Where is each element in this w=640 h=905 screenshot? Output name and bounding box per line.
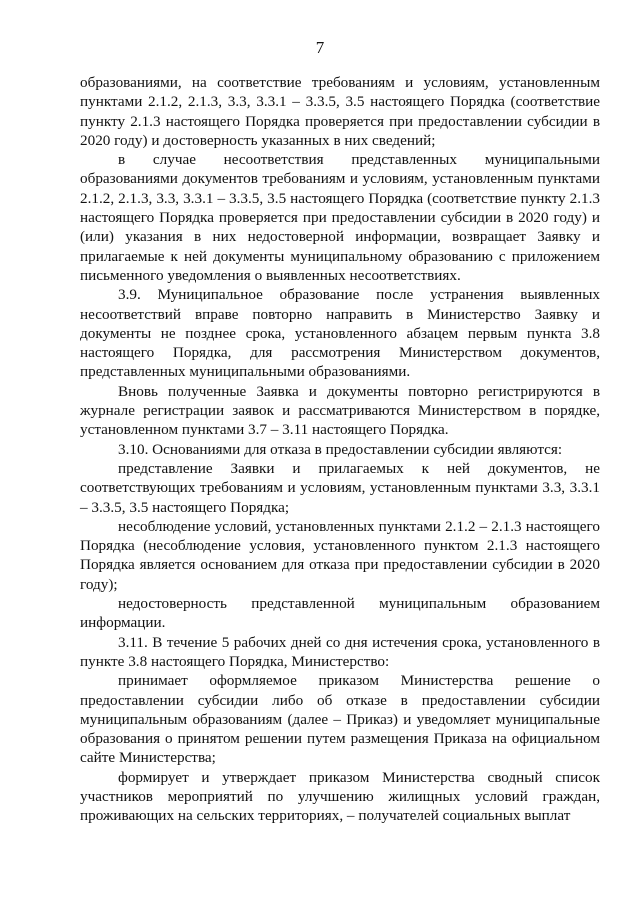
- paragraph-1: образованиями, на соответствие требованиям и условиям, установленным пунктами 2.1.2, 2.1.3, 3.3, 3.3.1 – 3.3.5, 3.5 настоящего Порядка (соответствие пункту 2.1.3 настоящего Порядка проверяется при предоставлении субсидии в 2020 году) и достоверность указанных в них сведений;: [80, 74, 600, 149]
- paragraph-11: формирует и утверждает приказом Министерства сводный список участников мероприятий по улучшению жилищных условий граждан, проживающих на сельских территориях, – получателей социальных выплат: [80, 768, 600, 825]
- paragraph-3-11: 3.11. В течение 5 рабочих дней со дня истечения срока, установленного в пункте 3.8 настоящего Порядка, Министерство:: [80, 633, 600, 670]
- document-body: [80, 73, 600, 826]
- paragraph-8: недостоверность представленной муниципальным образованием информации.: [80, 595, 600, 632]
- paragraph-3-10: 3.10. Основаниями для отказа в предоставлении субсидии являются:: [118, 440, 563, 458]
- paragraph-4: Вновь полученные Заявка и документы повторно регистрируются в журнале регистрации заявок и рассматриваются Министерством в порядке, установленном пунктами 3.7 – 3.11 настоящего Порядка.: [80, 382, 600, 439]
- paragraph-7: несоблюдение условий, установленных пунктами 2.1.2 – 2.1.3 настоящего Порядка (несоблюдение условия, установленного пунктом 2.1.3 настоящего Порядка является основанием для отказа при предоставлении субсидии в 2020 году);: [80, 517, 600, 593]
- page-number: 7: [315, 38, 325, 57]
- paragraph-2: в случае несоответствия представленных муниципальными образованиями документов требованиям и условиям, установленным пунктами 2.1.2, 2.1.3, 3.3, 3.3.1 – 3.3.5, 3.5 настоящего Порядка (соответствие пункту 2.1.3 настоящего Порядка проверяется при предоставлении субсидии в 2020 году) и (или) указания в них недостоверной информации, возвращает Заявку и прилагаемые к ней документы муниципальному образованию с приложением письменного уведомления о выявленных несоответствиях.: [80, 151, 600, 284]
- paragraph-3-9: 3.9. Муниципальное образование после устранения выявленных несоответствий вправе повторно направить в Министерство Заявку и документы не позднее срока, установленного абзацем первым пункта 3.8 настоящего Порядка, для рассмотрения Министерством документов, представленных муниципальными образованиями.: [80, 286, 600, 381]
- paragraph-10: принимает оформляемое приказом Министерства решение о предоставлении субсидии либо об отказе в предоставлении субсидии муниципальным образованиям (далее – Приказ) и уведомляет муниципальные образования о принятом решении путем размещения Приказа на официальном сайте Министерства;: [80, 672, 600, 767]
- paragraph-6: представление Заявки и прилагаемых к ней документов, не соответствующих требованиям и условиям, установленным пунктами 3.3, 3.3.1 – 3.3.5, 3.5 настоящего Порядка;: [80, 459, 600, 516]
